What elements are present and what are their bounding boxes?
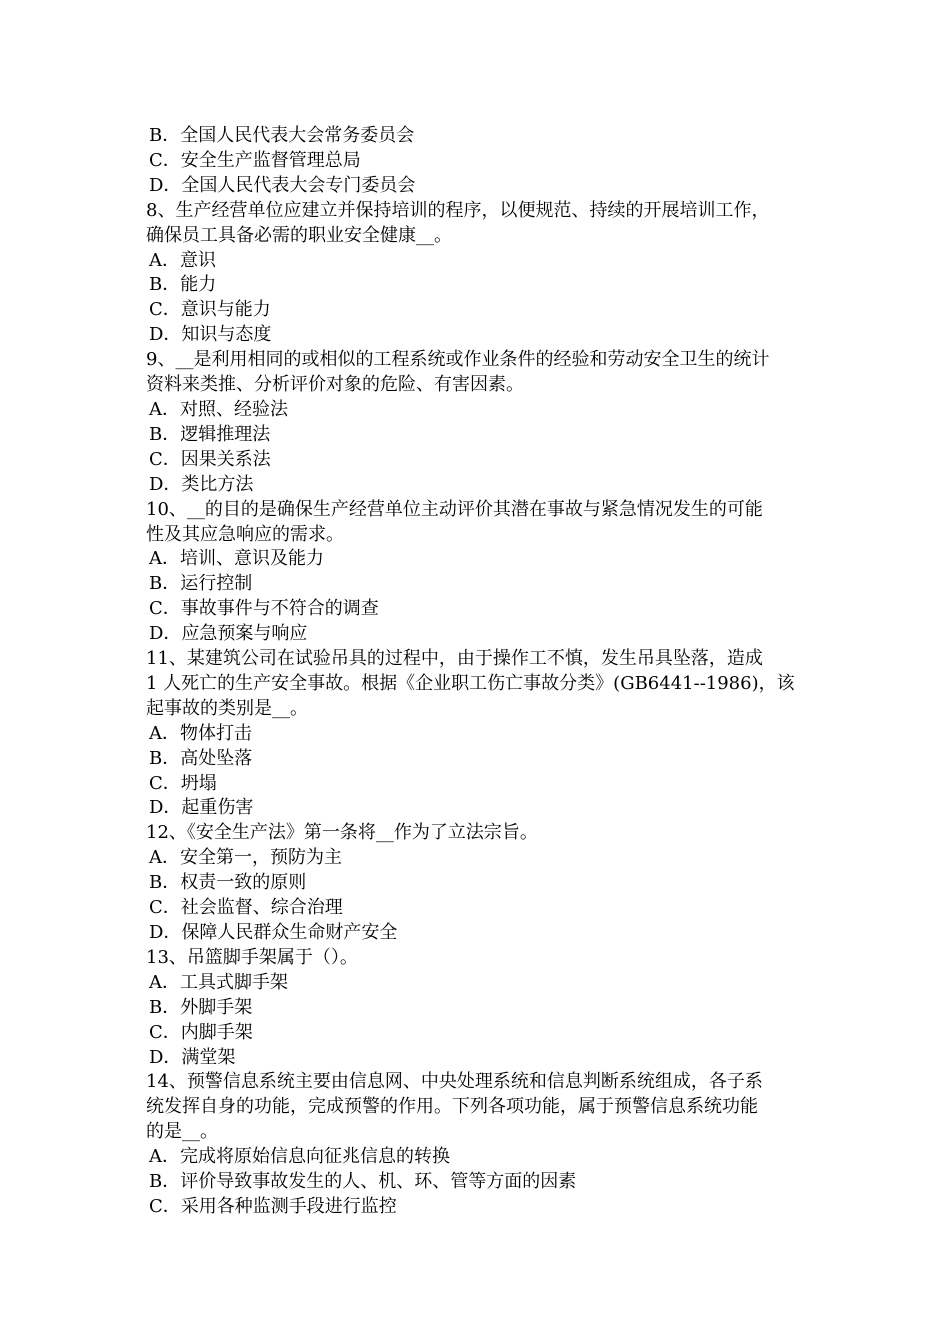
question-text: 资料来类推、分析评价对象的危险、有害因素。: [146, 374, 524, 396]
answer-option: A．物体打击: [149, 722, 252, 744]
answer-option: B．逻辑推理法: [149, 423, 271, 445]
answer-option: C．社会监督、综合治理: [149, 897, 343, 919]
question-text: 起事故的类别是__。: [146, 697, 308, 719]
document-body: [146, 124, 808, 1220]
answer-option: B．运行控制: [149, 573, 253, 595]
question-text: 10、__的目的是确保生产经营单位主动评价其潜在事故与紧急情况发生的可能: [146, 498, 763, 520]
answer-option: A．工具式脚手架: [149, 971, 288, 993]
answer-option: B．全国人民代表大会常务委员会: [149, 125, 415, 146]
answer-option: B．能力: [149, 274, 217, 296]
answer-option: D．知识与态度: [149, 324, 272, 346]
question-text: 9、__是利用相同的或相似的工程系统或作业条件的经验和劳动安全卫生的统计: [146, 349, 770, 371]
answer-option: C．事故事件与不符合的调查: [149, 598, 379, 620]
question-text: 11、某建筑公司在试验吊具的过程中，由于操作工不慎，发生吊具坠落，造成: [146, 648, 763, 670]
answer-option: A．对照、经验法: [149, 398, 288, 420]
question-text: 12、《安全生产法》第一条将__作为了立法宗旨。: [146, 822, 538, 844]
answer-option: D．保障人民群众生命财产安全: [149, 922, 398, 943]
answer-option: C．安全生产监督管理总局: [149, 149, 361, 171]
answer-option: B．高处坠落: [149, 747, 253, 769]
answer-option: A．安全第一，预防为主: [149, 847, 342, 869]
question-text: 的是__。: [146, 1121, 218, 1143]
answer-option: C．采用各种监测手段进行监控: [149, 1195, 397, 1217]
answer-option: D．起重伤害: [149, 797, 254, 819]
answer-option: A．意识: [149, 249, 216, 271]
question-text: 1 人死亡的生产安全事故。根据《企业职工伤亡事故分类》(GB6441--1986)，该: [146, 672, 795, 694]
answer-option: B．权责一致的原则: [149, 872, 307, 894]
answer-option: D．应急预案与响应: [149, 623, 308, 645]
answer-option: C．因果关系法: [149, 448, 271, 470]
question-text: 14、预警信息系统主要由信息网、中央处理系统和信息判断系统组成，各子系: [146, 1071, 763, 1093]
answer-option: B．评价导致事故发生的人、机、环、管等方面的因素: [149, 1171, 577, 1193]
answer-option: A．完成将原始信息向征兆信息的转换: [149, 1146, 450, 1168]
answer-option: B．外脚手架: [149, 996, 253, 1018]
question-text: 统发挥自身的功能，完成预警的作用。下列各项功能，属于预警信息系统功能: [146, 1096, 758, 1118]
answer-option: C．意识与能力: [149, 299, 271, 321]
answer-option: D．满堂架: [149, 1046, 236, 1068]
answer-option: C．内脚手架: [149, 1021, 253, 1043]
question-text: 性及其应急响应的需求。: [146, 523, 344, 545]
answer-option: D．全国人民代表大会专门委员会: [149, 174, 416, 196]
question-text: 13、吊篮脚手架属于（）。: [146, 946, 358, 968]
question-text: 确保员工具备必需的职业安全健康__。: [146, 224, 452, 246]
question-text: 8、生产经营单位应建立并保持培训的程序，以便规范、持续的开展培训工作，: [146, 199, 770, 221]
answer-option: A．培训、意识及能力: [149, 548, 324, 570]
answer-option: D．类比方法: [149, 473, 254, 495]
answer-option: C．坍塌: [149, 772, 217, 794]
